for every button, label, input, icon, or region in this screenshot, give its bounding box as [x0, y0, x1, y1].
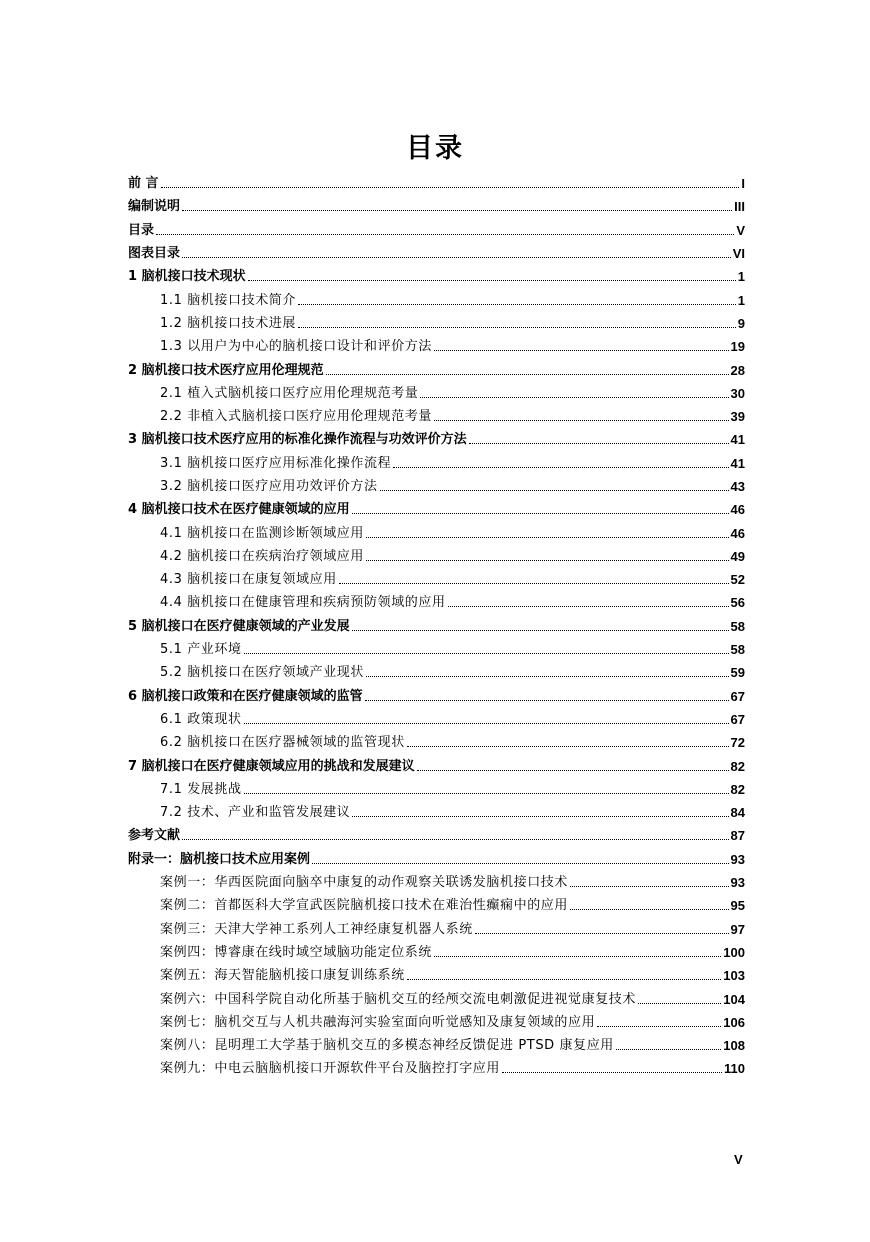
toc-entry-title: 1 脑机接口技术现状 [128, 269, 246, 285]
toc-entry-title: 7.1 发展挑战 [160, 781, 242, 797]
dot-leader [393, 467, 728, 468]
dot-leader [182, 210, 732, 211]
toc-entry-page: 67 [730, 711, 745, 727]
toc-entry[interactable] [128, 754, 745, 777]
toc-entry-title: 案例三：天津大学神工系列人工神经康复机器人系统 [160, 921, 473, 937]
toc-entry-title: 案例四：博睿康在线时域空域脑功能定位系统 [160, 944, 433, 960]
toc-entry-title: 4.1 脑机接口在监测诊断领域应用 [160, 525, 365, 541]
dot-leader [434, 420, 729, 421]
toc-entry-page: 110 [724, 1061, 745, 1077]
toc-entry-page: 41 [730, 432, 745, 448]
toc-entry-title: 6.1 政策现状 [160, 711, 242, 727]
toc-entry-title: 编制说明 [128, 199, 181, 215]
dot-leader [597, 1026, 721, 1027]
toc-entry-title: 2.1 植入式脑机接口医疗应用伦理规范考量 [160, 385, 419, 401]
dot-leader [298, 304, 736, 305]
toc-entry-page: 58 [730, 618, 745, 634]
toc-entry[interactable] [128, 428, 745, 451]
toc-entry-page: 106 [723, 1014, 745, 1030]
toc-entry-page: 95 [730, 898, 745, 914]
toc-entry-page: 46 [730, 525, 745, 541]
toc-entry-page: 46 [730, 502, 745, 518]
toc-entry-page: 30 [730, 385, 745, 401]
toc-entry-page: 52 [730, 572, 745, 588]
toc-entry-title: 7.2 技术、产业和监管发展建议 [160, 805, 351, 821]
dot-leader [616, 1049, 721, 1050]
toc-entry[interactable] [128, 894, 745, 917]
toc-entry-page: 82 [730, 758, 745, 774]
dot-leader [380, 490, 729, 491]
toc-entry[interactable] [128, 685, 745, 708]
toc-entry[interactable] [128, 638, 745, 661]
toc-entry-page: 39 [730, 409, 745, 425]
dot-leader [570, 909, 729, 910]
toc-entry[interactable] [128, 265, 745, 288]
toc-entry-page: 59 [730, 665, 745, 681]
toc-entry-title: 1.1 脑机接口技术简介 [160, 292, 297, 308]
toc-entry-page: 43 [730, 479, 745, 494]
dot-leader [182, 839, 729, 840]
toc-entry[interactable] [128, 661, 745, 684]
toc-entry[interactable] [128, 475, 745, 498]
toc-entry-title: 图表目录 [128, 246, 181, 262]
toc-entry-page: 97 [730, 921, 745, 937]
toc-entry-title: 案例九：中电云脑脑机接口开源软件平台及脑控打字应用 [160, 1061, 501, 1077]
toc-entry-page: VI [732, 246, 745, 262]
toc-entry-page: 1 [737, 292, 745, 308]
toc-entry-page: 67 [730, 688, 745, 704]
toc-entry[interactable] [128, 172, 745, 195]
toc-entry-title: 目录 [128, 222, 155, 238]
toc-entry-title: 案例二：首都医科大学宣武医院脑机接口技术在难治性癫痫中的应用 [160, 898, 569, 914]
dot-leader [475, 933, 729, 934]
toc-entry[interactable] [128, 1011, 745, 1034]
dot-leader [182, 257, 731, 258]
toc-entry-page: 41 [730, 455, 745, 471]
toc-entry-title: 3.2 脑机接口医疗应用功效评价方法 [160, 479, 378, 494]
dot-leader [244, 653, 729, 654]
toc-entry-title: 1.2 脑机接口技术进展 [160, 315, 297, 331]
toc-entry[interactable] [128, 918, 745, 941]
dot-leader [502, 1072, 722, 1073]
toc-entry-title: 参考文献 [128, 828, 181, 844]
dot-leader [420, 397, 728, 398]
toc-entry[interactable] [128, 498, 745, 521]
toc-entry-page: V [736, 222, 745, 238]
toc-entry[interactable] [128, 219, 745, 242]
toc-entry-title: 3.1 脑机接口医疗应用标准化操作流程 [160, 455, 392, 471]
toc-entry[interactable] [128, 1057, 745, 1080]
toc-entry-title: 前 言 [128, 176, 159, 192]
toc-entry-page: 108 [723, 1038, 745, 1054]
toc-entry-page: III [734, 199, 745, 215]
page-title: 目录 [406, 133, 464, 165]
toc-entry-page: 93 [730, 875, 745, 891]
toc-entry-page: 87 [730, 828, 745, 844]
toc-entry-title: 案例六：中国科学院自动化所基于脑机交互的经颅交流电刺激促进视觉康复技术 [160, 991, 637, 1007]
dot-leader [366, 560, 729, 561]
toc-entry-title: 附录一：脑机接口技术应用案例 [128, 851, 311, 867]
toc-entry[interactable] [128, 335, 745, 358]
toc-entry[interactable] [128, 521, 745, 544]
toc-entry-title: 2.2 非植入式脑机接口医疗应用伦理规范考量 [160, 409, 433, 425]
toc-entry[interactable] [128, 591, 745, 614]
dot-leader [339, 583, 729, 584]
toc-entry-title: 案例五：海天智能脑机接口康复训练系统 [160, 968, 405, 984]
toc-entry-page: 56 [730, 595, 745, 611]
dot-leader [312, 863, 729, 864]
toc-entry-page: 9 [737, 315, 745, 331]
toc-entry[interactable] [128, 848, 745, 871]
dot-leader [365, 700, 729, 701]
dot-leader [326, 374, 729, 375]
dot-leader [417, 770, 729, 771]
toc-entry-title: 案例一：华西医院面向脑卒中康复的动作观察关联诱发脑机接口技术 [160, 875, 569, 891]
dot-leader [298, 327, 736, 328]
dot-leader [352, 513, 729, 514]
toc-entry[interactable] [128, 382, 745, 405]
toc-entry-title: 5 脑机接口在医疗健康领域的产业发展 [128, 618, 350, 634]
toc-entry-page: 19 [730, 339, 745, 355]
toc-entry-title: 4.4 脑机接口在健康管理和疾病预防领域的应用 [160, 595, 446, 611]
toc-entry[interactable] [128, 545, 745, 568]
dot-leader [352, 816, 728, 817]
toc-entry-page: 1 [737, 269, 745, 285]
toc-entry[interactable] [128, 941, 745, 964]
toc-entry-title: 2 脑机接口技术医疗应用伦理规范 [128, 362, 324, 378]
toc-entry-page: I [741, 176, 745, 192]
toc-entry-title: 6.2 脑机接口在医疗器械领域的监管现状 [160, 735, 405, 751]
toc-entry[interactable] [128, 615, 745, 638]
toc-entry[interactable] [128, 778, 745, 801]
toc-entry-title: 3 脑机接口技术医疗应用的标准化操作流程与功效评价方法 [128, 432, 467, 448]
toc-entry[interactable] [128, 1034, 745, 1057]
dot-leader [244, 723, 729, 724]
toc-entry-title: 4.2 脑机接口在疾病治疗领域应用 [160, 548, 365, 564]
toc-entry[interactable] [128, 824, 745, 847]
toc-entry-title: 4 脑机接口技术在医疗健康领域的应用 [128, 502, 350, 518]
toc-entry[interactable] [128, 312, 745, 335]
toc-entry-title: 5.2 脑机接口在医疗领域产业现状 [160, 665, 365, 681]
toc-entry[interactable] [128, 452, 745, 475]
toc-entry-page: 103 [723, 968, 745, 984]
toc-entry[interactable] [128, 568, 745, 591]
dot-leader [244, 793, 729, 794]
toc-entry-page: 84 [730, 805, 745, 821]
toc-entry[interactable] [128, 242, 745, 265]
toc-entry-page: 82 [730, 781, 745, 797]
table-of-contents [128, 172, 745, 1081]
dot-leader [156, 234, 734, 235]
toc-entry-title: 4.3 脑机接口在康复领域应用 [160, 572, 337, 588]
toc-entry-title: 1.3 以用户为中心的脑机接口设计和评价方法 [160, 339, 433, 355]
toc-entry[interactable] [128, 288, 745, 311]
toc-entry-page: 93 [730, 851, 745, 867]
dot-leader [434, 350, 729, 351]
dot-leader [248, 280, 736, 281]
toc-entry-title: 案例七：脑机交互与人机共融海河实验室面向听觉感知及康复领域的应用 [160, 1014, 596, 1030]
toc-entry-page: 104 [723, 991, 745, 1007]
toc-entry-title: 案例八：昆明理工大学基于脑机交互的多模态神经反馈促进 PTSD 康复应用 [160, 1038, 614, 1054]
toc-entry-title: 6 脑机接口政策和在医疗健康领域的监管 [128, 688, 363, 704]
dot-leader [366, 537, 729, 538]
toc-entry[interactable] [128, 731, 745, 754]
toc-entry-page: 28 [730, 362, 745, 378]
toc-entry[interactable] [128, 871, 745, 894]
toc-entry[interactable] [128, 964, 745, 987]
dot-leader [570, 886, 729, 887]
dot-leader [366, 676, 729, 677]
toc-entry-page: 100 [723, 944, 745, 960]
toc-entry[interactable] [128, 358, 745, 381]
toc-entry[interactable] [128, 987, 745, 1010]
page-number: V [734, 1152, 743, 1167]
toc-entry-page: 49 [730, 548, 745, 564]
toc-entry[interactable] [128, 801, 745, 824]
dot-leader [407, 746, 729, 747]
dot-leader [161, 187, 740, 188]
dot-leader [352, 630, 729, 631]
toc-entry-page: 58 [730, 642, 745, 658]
toc-entry-title: 7 脑机接口在医疗健康领域应用的挑战和发展建议 [128, 758, 415, 774]
toc-entry[interactable] [128, 405, 745, 428]
dot-leader [448, 606, 729, 607]
toc-entry[interactable] [128, 195, 745, 218]
toc-entry-page: 72 [730, 735, 745, 751]
dot-leader [638, 1003, 721, 1004]
dot-leader [407, 979, 721, 980]
dot-leader [434, 956, 721, 957]
toc-entry[interactable] [128, 708, 745, 731]
toc-entry-title: 5.1 产业环境 [160, 642, 242, 658]
dot-leader [469, 443, 729, 444]
